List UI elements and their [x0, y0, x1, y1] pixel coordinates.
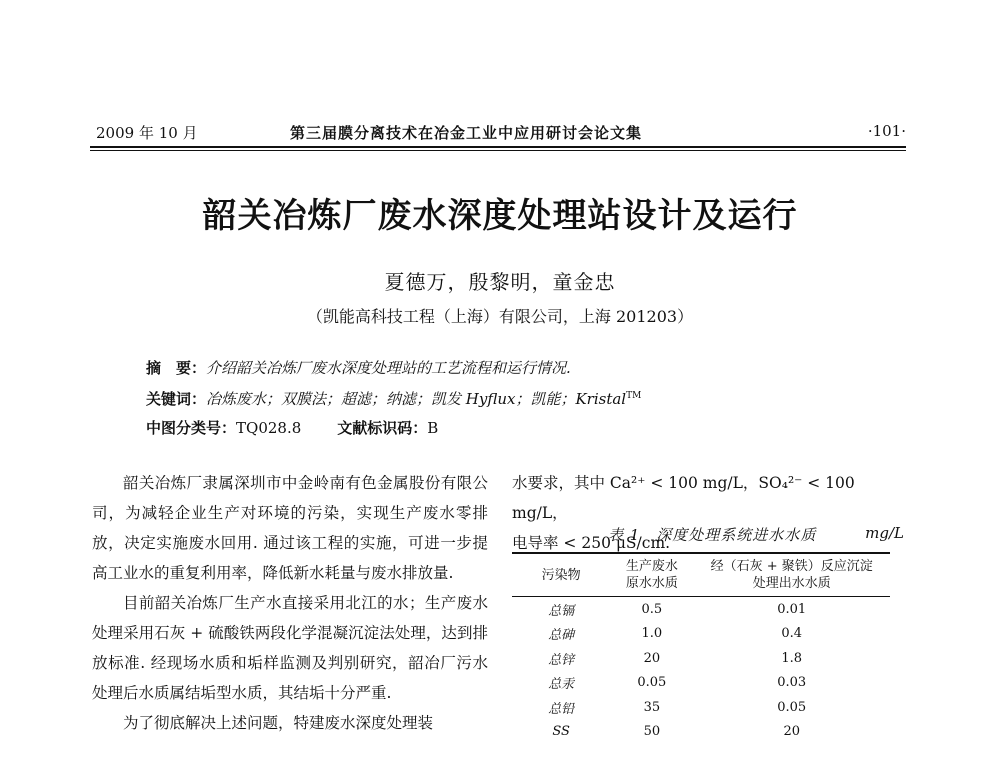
- doc-code-value: B: [427, 419, 439, 437]
- table-row: [512, 646, 890, 671]
- right-line-2: 电导率 < 250 μS/cm.: [512, 534, 671, 552]
- header-raw-water-line2: 原水水质: [625, 576, 678, 591]
- paragraph-1: 韶关冶炼厂隶属深圳市中金岭南有色金属股份有限公司，为减轻企业生产对环境的污染，实现生产废水零排放，决定实施废水回用. 通过该工程的实施，可进一步提高工业水的重复利用率，降低新水耗量与废水排放量.: [92, 474, 488, 582]
- water-quality-table: [512, 552, 890, 744]
- cell-treated: 0.03: [777, 675, 807, 691]
- paragraph-3: 为了彻底解决上述问题，特建废水深度处理装: [123, 714, 434, 732]
- clc-label: 中图分类号：: [146, 419, 237, 437]
- cell-treated: 1.8: [781, 650, 803, 666]
- abstract-text: 介绍韶关冶炼厂废水深度处理站的工艺流程和运行情况.: [206, 359, 571, 377]
- abstract: [146, 357, 571, 378]
- table-row: [512, 622, 890, 647]
- cell-raw: 35: [643, 699, 661, 715]
- table-unit: mg/L: [865, 524, 904, 542]
- header-raw-water-line1: 生产废水: [625, 559, 678, 574]
- cell-treated: 0.05: [777, 699, 807, 715]
- cell-treated: 0.01: [777, 601, 807, 617]
- cell-raw: 0.05: [637, 675, 667, 691]
- body-left-column: [92, 468, 488, 738]
- clc-value: TQ028.8: [236, 419, 302, 437]
- abstract-label: 摘 要：: [146, 359, 207, 377]
- keywords-text: 冶炼废水；双膜法；超滤；纳滤；凯发 Hyflux；凯能；Kristal: [206, 390, 627, 408]
- header-pollutant: 污染物: [541, 567, 581, 583]
- running-header: [90, 122, 906, 148]
- right-line-1: 水要求，其中 Ca²⁺ < 100 mg/L，SO₄²⁻ < 100 mg/L，: [512, 474, 855, 522]
- paper-authors: 夏德万，殷黎明，童金忠: [384, 270, 616, 294]
- paper-affiliation: （凯能高科技工程（上海）有限公司，上海 201203）: [306, 307, 694, 326]
- table-row: [512, 720, 890, 745]
- keywords-tm: TM: [626, 391, 642, 401]
- cell-pollutant: 总锌: [548, 652, 575, 668]
- header-rule-thin: [90, 150, 906, 151]
- keywords-label: 关键词：: [146, 390, 207, 408]
- cell-pollutant: 总砷: [548, 628, 575, 644]
- cell-raw: 0.5: [641, 601, 663, 617]
- cell-pollutant: SS: [552, 724, 570, 740]
- header-treated-water-line2: 处理出水水质: [752, 576, 831, 591]
- table-row: [512, 597, 890, 622]
- cell-treated: 0.4: [781, 626, 803, 642]
- header-rule-thick: [90, 146, 906, 148]
- cell-raw: 1.0: [641, 626, 663, 642]
- table-row: [512, 671, 890, 696]
- classification: [146, 417, 438, 438]
- paper-title: 韶关冶炼厂废水深度处理站设计及运行: [202, 196, 798, 236]
- cell-raw: 50: [643, 724, 661, 740]
- cell-treated: 20: [783, 724, 800, 740]
- table-caption-text: 表 1 深度处理系统进水水质: [608, 526, 817, 544]
- cell-pollutant: 总汞: [548, 677, 575, 693]
- cell-pollutant: 总铅: [548, 701, 575, 717]
- table-row: [512, 695, 890, 720]
- doc-code-label: 文献标识码：: [337, 419, 428, 437]
- keywords: [146, 388, 641, 409]
- header-treated-water: [693, 553, 890, 597]
- header-conference: 第三届膜分离技术在冶金工业中应用研讨会论文集: [290, 124, 643, 142]
- paragraph-2: 目前韶关冶炼厂生产水直接采用北江的水；生产废水处理采用石灰 + 硫酸铁两段化学混凝沉淀法处理，达到排放标准. 经现场水质和垢样监测及判别研究，韶冶厂污水处理后水质属结垢型水质，其结垢十分严重.: [92, 594, 488, 702]
- header-treated-water-line1: 经（石灰 + 聚铁）反应沉淀: [710, 559, 873, 574]
- header-raw-water: [610, 553, 693, 597]
- header-date: 2009 年 10 月: [96, 124, 198, 142]
- cell-pollutant: 总镉: [548, 603, 575, 619]
- header-page-number: ·101·: [867, 122, 906, 140]
- table-header-row: [512, 553, 890, 597]
- cell-raw: 20: [643, 650, 661, 666]
